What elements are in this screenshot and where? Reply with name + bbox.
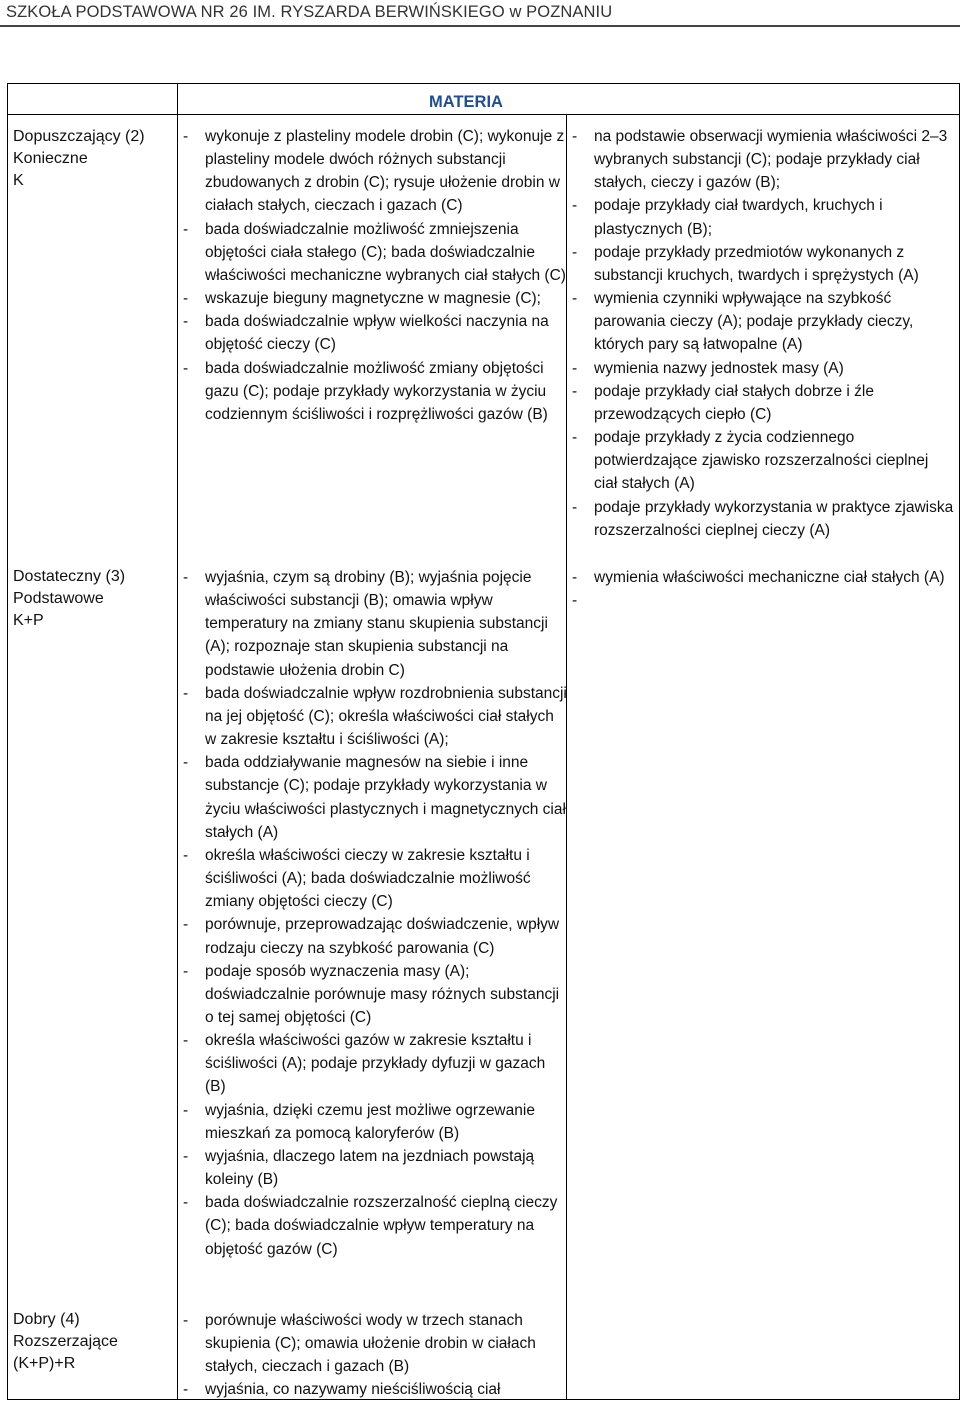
level-name: Konieczne xyxy=(13,150,88,167)
level-podstawowe xyxy=(13,566,173,632)
bullet-dash: - xyxy=(572,197,578,215)
level-rozszerzajace xyxy=(13,1309,173,1375)
bullet-dash: - xyxy=(572,359,578,377)
bullet-dash: - xyxy=(183,220,189,238)
middle-list-rozszerzajace xyxy=(183,1309,567,1402)
bullet-dash: - xyxy=(572,128,578,145)
list-item xyxy=(572,380,954,426)
column-divider-1 xyxy=(177,83,178,1400)
list-item xyxy=(183,1145,567,1191)
bullet-dash: - xyxy=(183,359,189,377)
list-item xyxy=(572,357,954,380)
section-title: MATERIA xyxy=(429,93,503,111)
list-item-text: bada oddziaływanie magnesów na siebie i inne substancje (C); podaje przykłady wykorzystania w życiu właściwości plastycznych i magnetycznych ciał stałych (A) xyxy=(205,754,566,841)
list-item-text: na podstawie obserwacji wymienia właściwości 2–3 wybranych substancji (C); podaje przykłady ciał stałych, cieczy i gazów (B); xyxy=(594,128,948,192)
list-item-text: określa właściwości gazów w zakresie kształtu i ściśliwości (A); podaje przykłady dyfuzji w gazach (B) xyxy=(205,1032,546,1096)
list-item xyxy=(572,241,954,287)
bullet-dash: - xyxy=(183,569,189,586)
list-item xyxy=(183,1099,567,1145)
list-item-text: wykonuje z plasteliny modele drobin (C); wykonuje z plasteliny modele dwóch różnych substancji zbudowanych z drobin (C); rysuje ułożenie drobin w ciałach stałych, cieczach i gazach (C) xyxy=(205,128,565,215)
list-item-text: wymienia właściwości mechaniczne ciał stałych (A) xyxy=(594,569,945,586)
level-code: (K+P)+R xyxy=(13,1355,76,1372)
list-item-text: bada doświadczalnie wpływ rozdrobnienia substancji na jej objętość (C); określa właściwości ciał stałych w zakresie kształtu i ściśliwości (A); xyxy=(205,684,567,749)
level-code: K+P xyxy=(13,612,44,629)
list-item-text: podaje sposób wyznaczenia masy (A); doświadczalnie porównuje masy różnych substancji o tej samej objętości (C) xyxy=(205,962,560,1026)
school-name: SZKOŁA PODSTAWOWA NR 26 IM. RYSZARDA BERWIŃSKIEGO w POZNANIU xyxy=(6,3,613,21)
list-item-text: wyjaśnia, dzięki czemu jest możliwe ogrzewanie mieszkań za pomocą kaloryferów (B) xyxy=(205,1101,535,1142)
level-code: K xyxy=(13,172,24,189)
list-item-text: podaje przykłady ciał twardych, kruchych i plastycznych (B); xyxy=(594,197,883,238)
list-item-text: porównuje, przeprowadzając doświadczenie, wpływ rodzaju cieczy na szybkość parowania (C) xyxy=(205,916,560,957)
level-grade: Dopuszczający (2) xyxy=(13,128,145,145)
list-item-text: wyjaśnia, dlaczego latem na jezdniach powstają koleiny (B) xyxy=(205,1147,535,1189)
list-item xyxy=(183,913,567,959)
list-item xyxy=(572,426,954,495)
list-item xyxy=(183,310,567,356)
bullet-dash: - xyxy=(183,916,189,934)
list-item-text: wyjaśnia, czym są drobiny (B); wyjaśnia pojęcie właściwości substancji (B); omawia wpływ temperatury na zmiany stanu skupienia substancji (A); rozpoznaje stan skupienia substancji na podstawie ułożenia drobin C) xyxy=(205,569,548,679)
list-item xyxy=(183,125,567,218)
list-item xyxy=(572,125,954,194)
bullet-dash: - xyxy=(572,382,578,400)
bullet-dash: - xyxy=(183,1381,189,1399)
level-grade: Dobry (4) xyxy=(13,1311,80,1328)
bullet-dash: - xyxy=(572,290,578,308)
bullet-dash: - xyxy=(183,128,189,145)
bullet-dash: - xyxy=(183,684,189,702)
bullet-dash: - xyxy=(183,846,189,864)
bullet-dash: - xyxy=(572,243,578,261)
middle-list-podstawowe xyxy=(183,566,567,1261)
list-item-text: bada doświadczalnie rozszerzalność cieplną cieczy (C); bada doświadczalnie wpływ temperatury na objętość gazów (C) xyxy=(205,1194,558,1258)
list-item-text: wymienia nazwy jednostek masy (A) xyxy=(594,359,844,377)
list-item xyxy=(183,218,567,287)
bullet-dash: - xyxy=(572,429,578,447)
list-item xyxy=(183,566,567,682)
bullet-dash: - xyxy=(572,592,578,610)
bullet-dash: - xyxy=(572,569,578,586)
list-item-text: bada doświadczalnie możliwość zmniejszenia objętości ciała stałego (C); bada doświadczalnie właściwości mechaniczne wybranych ciał stałych (C) xyxy=(205,220,566,284)
list-item-text: podaje przykłady ciał stałych dobrze i źle przewodzących ciepło (C) xyxy=(594,382,874,423)
list-item xyxy=(572,194,954,240)
bullet-dash: - xyxy=(183,962,189,980)
list-item xyxy=(183,844,567,913)
bullet-dash: - xyxy=(183,754,189,772)
right-list-konieczne xyxy=(572,125,954,542)
level-konieczne xyxy=(13,126,173,192)
bullet-dash: - xyxy=(183,1147,189,1165)
list-item xyxy=(183,1191,567,1260)
table-left-border xyxy=(7,83,8,1400)
list-item-text: wymienia czynniki wpływające na szybkość parowania cieczy (A); podaje przykłady cieczy, których pary są łatwopalne (A) xyxy=(594,290,914,354)
list-item xyxy=(183,1378,567,1401)
list-item-text: bada doświadczalnie wpływ wielkości naczynia na objętość cieczy (C) xyxy=(205,313,549,354)
list-item-text: bada doświadczalnie możliwość zmiany objętości gazu (C); podaje przykłady wykorzystania w życiu codziennym ściśliwości i rozprężliwości gazów (B) xyxy=(205,359,548,423)
list-item-text: porównuje właściwości wody w trzech stanach skupienia (C); omawia ułożenie drobin w ciałach stałych, cieczach i gazach (B) xyxy=(205,1312,536,1376)
bullet-dash: - xyxy=(183,1101,189,1119)
list-item xyxy=(183,1309,567,1378)
bullet-dash: - xyxy=(183,290,189,308)
list-item-text: określa właściwości cieczy w zakresie kształtu i ściśliwości (A); bada doświadczalnie możliwość zmiany objętości cieczy (C) xyxy=(205,846,531,911)
list-item xyxy=(572,566,954,589)
list-item xyxy=(572,496,954,542)
level-name: Rozszerzające xyxy=(13,1333,118,1350)
list-item xyxy=(183,357,567,426)
right-list-podstawowe xyxy=(572,566,954,610)
bullet-dash: - xyxy=(183,1312,189,1329)
bullet-dash: - xyxy=(183,1032,189,1050)
table-header-border xyxy=(7,114,960,115)
list-item xyxy=(183,960,567,1029)
list-item xyxy=(183,1029,567,1098)
list-item-text: wyjaśnia, co nazywamy nieściśliwością ciał xyxy=(205,1381,501,1399)
level-name: Podstawowe xyxy=(13,590,104,607)
list-item-text: podaje przykłady z życia codziennego potwierdzające zjawisko rozszerzalności cieplnej ciał stałych (A) xyxy=(594,429,929,493)
list-item xyxy=(183,682,567,751)
list-item-text: wskazuje bieguny magnetyczne w magnesie (C); xyxy=(205,290,541,308)
list-item-text: podaje przykłady wykorzystania w praktyce zjawiska rozszerzalności cieplnej cieczy (A) xyxy=(594,498,954,539)
bullet-dash: - xyxy=(572,498,578,516)
bullet-dash: - xyxy=(183,313,189,331)
list-item xyxy=(183,287,567,310)
list-item-text: podaje przykłady przedmiotów wykonanych z substancji kruchych, twardych i sprężystych (A) xyxy=(594,243,919,284)
table-top-border xyxy=(7,83,960,84)
bullet-dash: - xyxy=(183,1194,189,1212)
list-item xyxy=(572,287,954,356)
list-item xyxy=(183,751,567,844)
middle-list-konieczne xyxy=(183,125,567,426)
level-grade: Dostateczny (3) xyxy=(13,568,126,585)
